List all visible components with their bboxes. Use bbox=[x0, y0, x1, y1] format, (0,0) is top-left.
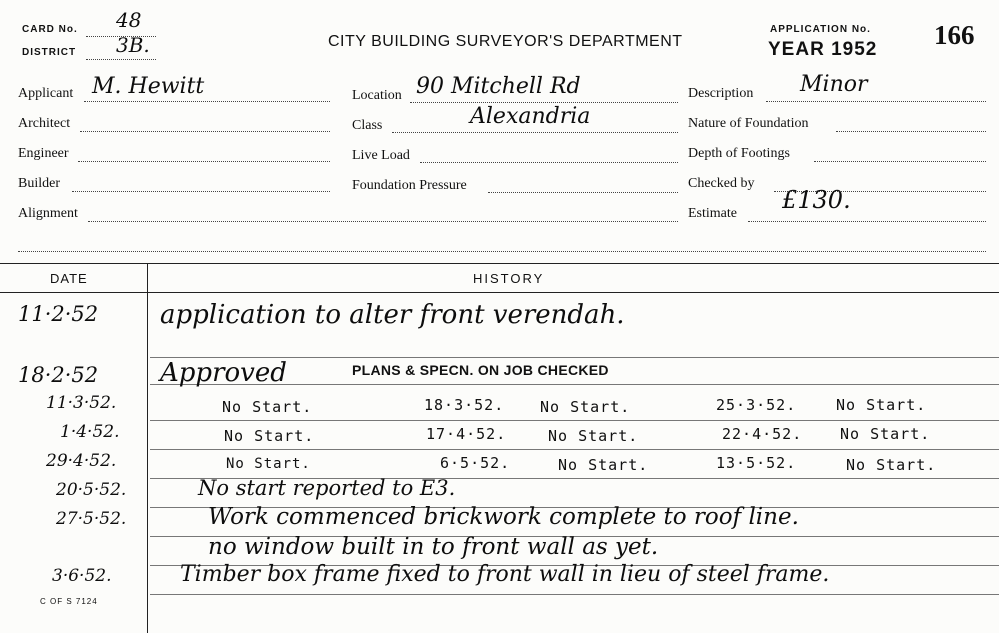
applicant-label: Applicant bbox=[18, 86, 74, 101]
class-label: Class bbox=[352, 118, 383, 133]
engineer-label: Engineer bbox=[18, 146, 69, 161]
history-row-date: 3·6·52. bbox=[52, 566, 112, 586]
foundation-pressure-rule bbox=[488, 192, 678, 193]
description-value: Minor bbox=[800, 72, 868, 97]
history-entry: No Start. bbox=[836, 396, 927, 414]
history-row-date: 18·2·52 bbox=[18, 363, 99, 387]
history-row-text: Approved bbox=[160, 358, 287, 388]
history-entry: No Start. bbox=[224, 427, 315, 445]
live-load-label: Live Load bbox=[352, 148, 410, 163]
history-top-border bbox=[0, 263, 999, 264]
estimate-value: £130. bbox=[782, 186, 851, 214]
history-entry: No Start. bbox=[548, 427, 639, 445]
row-rule bbox=[150, 420, 999, 421]
class-rule bbox=[392, 132, 678, 133]
applicant-value: M. Hewitt bbox=[92, 74, 205, 99]
history-row-date: 27·5·52. bbox=[56, 509, 127, 529]
builder-label: Builder bbox=[18, 176, 60, 191]
history-header-border bbox=[0, 292, 999, 293]
history-row-text: no window built in to front wall as yet. bbox=[208, 534, 659, 560]
checked-by-label: Checked by bbox=[688, 176, 755, 191]
history-row-date: 29·4·52. bbox=[46, 451, 117, 471]
live-load-rule bbox=[420, 162, 678, 163]
blank-rule bbox=[18, 251, 986, 252]
history-row-text: Work commenced brickwork complete to roof line. bbox=[208, 504, 799, 530]
history-row-date: 11·3·52. bbox=[46, 393, 117, 413]
architect-rule bbox=[80, 131, 330, 132]
history-row-date: 11·2·52 bbox=[18, 302, 99, 326]
location-value: 90 Mitchell Rd bbox=[416, 74, 581, 99]
year-label: YEAR 1952 bbox=[768, 39, 878, 60]
card-no-label: CARD No. bbox=[22, 24, 78, 35]
estimate-rule bbox=[748, 221, 986, 222]
history-entry: 25·3·52. bbox=[716, 396, 797, 414]
alignment-label: Alignment bbox=[18, 206, 78, 221]
engineer-rule bbox=[78, 161, 330, 162]
location-label: Location bbox=[352, 88, 402, 103]
history-row-date: 20·5·52. bbox=[56, 480, 127, 500]
history-row-text: application to alter front verendah. bbox=[160, 300, 625, 330]
nature-foundation-rule bbox=[836, 131, 986, 132]
history-entry: 22·4·52. bbox=[722, 425, 803, 443]
date-column-header: DATE bbox=[50, 271, 88, 286]
foundation-pressure-label: Foundation Pressure bbox=[352, 178, 467, 193]
application-no-label: APPLICATION No. bbox=[770, 24, 871, 35]
description-label: Description bbox=[688, 86, 754, 101]
district-value: 3B. bbox=[116, 33, 150, 57]
history-entry: No Start. bbox=[222, 398, 313, 416]
district-label: DISTRICT bbox=[22, 47, 77, 58]
history-row-text: No start reported to E3. bbox=[198, 476, 456, 500]
plans-checked-stamp: PLANS & SPECN. ON JOB CHECKED bbox=[352, 362, 609, 378]
column-divider bbox=[147, 263, 148, 633]
history-entry: 6·5·52. bbox=[440, 454, 511, 472]
history-entry: No Start. bbox=[558, 456, 649, 474]
history-entry: 13·5·52. bbox=[716, 454, 797, 472]
card-no-value: 48 bbox=[116, 8, 142, 32]
history-entry: No Start. bbox=[846, 456, 937, 474]
form-code: C OF S 7124 bbox=[40, 597, 98, 606]
history-entry: No Start. bbox=[226, 456, 311, 472]
history-entry: 17·4·52. bbox=[426, 425, 507, 443]
applicant-rule bbox=[84, 101, 330, 102]
estimate-label: Estimate bbox=[688, 206, 737, 221]
row-rule bbox=[150, 449, 999, 450]
district-rule bbox=[86, 59, 156, 60]
depth-footings-rule bbox=[814, 161, 986, 162]
history-column-header: HISTORY bbox=[473, 271, 545, 286]
history-entry: No Start. bbox=[840, 425, 931, 443]
application-no-value: 166 bbox=[934, 20, 975, 50]
history-row-text: Timber box frame fixed to front wall in lieu of steel frame. bbox=[180, 562, 830, 587]
department-title: CITY BUILDING SURVEYOR'S DEPARTMENT bbox=[328, 33, 683, 50]
depth-footings-label: Depth of Footings bbox=[688, 146, 790, 161]
row-rule bbox=[150, 594, 999, 595]
class-value: Alexandria bbox=[470, 104, 591, 129]
location-rule bbox=[410, 102, 678, 103]
architect-label: Architect bbox=[18, 116, 71, 131]
history-entry: No Start. bbox=[540, 398, 631, 416]
history-entry: 18·3·52. bbox=[424, 396, 505, 414]
nature-foundation-label: Nature of Foundation bbox=[688, 116, 809, 131]
history-row-date: 1·4·52. bbox=[60, 422, 120, 442]
alignment-rule bbox=[88, 221, 678, 222]
builder-rule bbox=[72, 191, 330, 192]
description-rule bbox=[766, 101, 986, 102]
